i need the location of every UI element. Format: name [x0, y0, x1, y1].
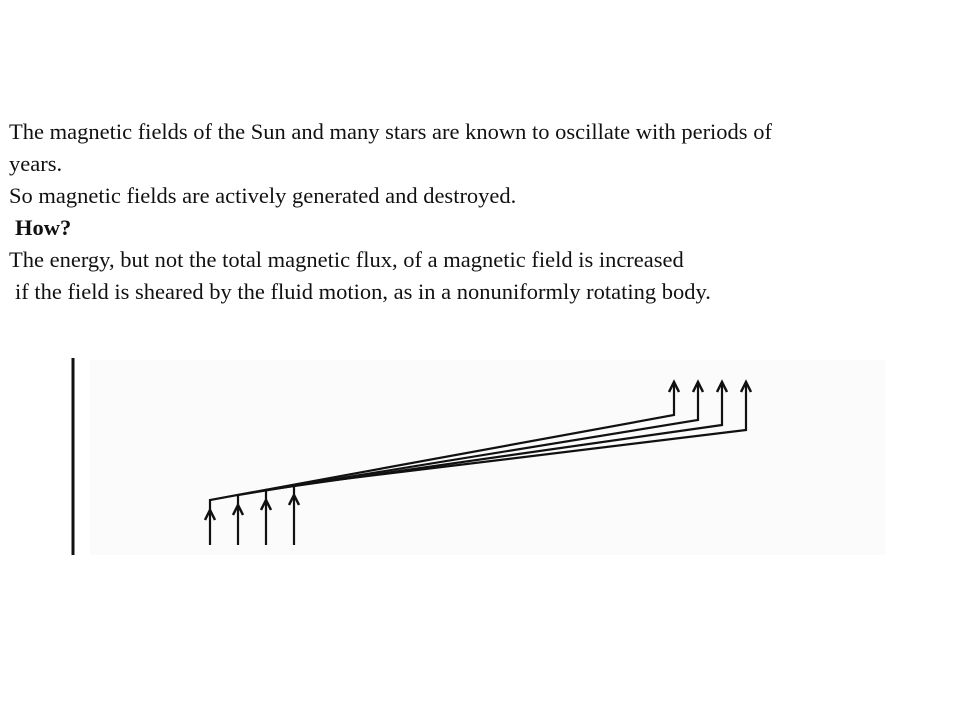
- text-line-2: years.: [9, 151, 63, 176]
- field-shear-diagram: [70, 355, 890, 560]
- text-line-5: The energy, but not the total magnetic flux, of a magnetic field is increased: [9, 247, 684, 272]
- slide-text: [9, 116, 954, 308]
- text-line-6: if the field is sheared by the fluid motion, as in a nonuniformly rotating body.: [15, 279, 711, 304]
- text-line-1: The magnetic fields of the Sun and many stars are known to oscillate with periods of: [9, 119, 772, 144]
- question-heading: How?: [15, 215, 72, 240]
- sheared-field-figure: [70, 355, 890, 560]
- text-line-3: So magnetic fields are actively generated and destroyed.: [9, 183, 517, 208]
